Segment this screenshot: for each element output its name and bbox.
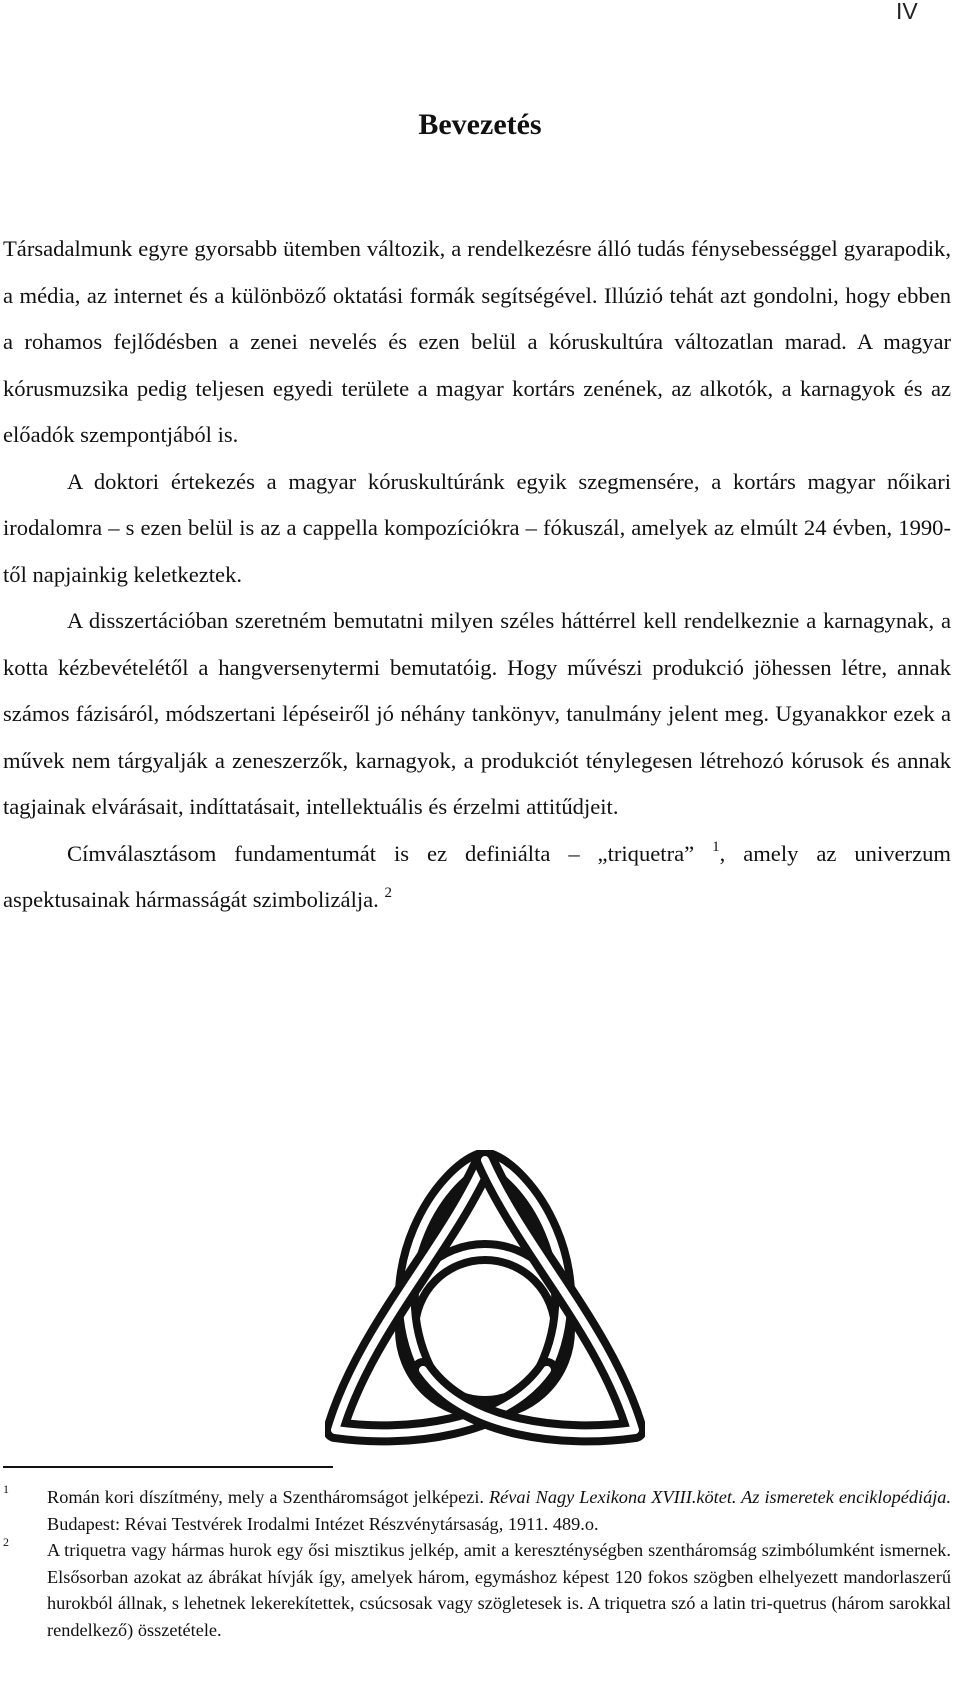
triquetra-icon bbox=[325, 1150, 645, 1450]
page-title: Bevezetés bbox=[418, 108, 542, 141]
footnote-ref-1[interactable]: 1 bbox=[712, 838, 720, 855]
paragraph-2: A doktori értekezés a magyar kóruskultúránk egyik szegmensére, a kortárs magyar nőikari irodalomra – s ezen belül is az a cappella kompozíciókra – fókuszál, amelyek az elmúlt 24 évben, 1990-től napjainkig keletkeztek. bbox=[3, 468, 951, 587]
footnote-mark-2: 2 bbox=[3, 1535, 9, 1550]
paragraph-4-text-a: Címválasztásom fundamentumát is ez definiálta – „triquetra” bbox=[67, 840, 695, 866]
footnote-1-source: Révai Nagy Lexikona XVIII.kötet. Az ismeretek enciklopédiája. bbox=[489, 1487, 952, 1507]
footnote-2 bbox=[3, 1537, 951, 1643]
footnote-1-text: Román kori díszítmény, mely a Szentháromságot jelképezi. bbox=[47, 1487, 484, 1507]
footnote-mark-1: 1 bbox=[3, 1482, 9, 1496]
paragraph-1: Társadalmunk egyre gyorsabb ütemben változik, a rendelkezésre álló tudás fénysebességgel gyarapodik, a média, az internet és a különböző oktatási formák segítségével. Illúzió tehát azt gondolni, hogy ebben a rohamos fejlődésben a zenei nevelés és ezen belül a kóruskultúra változatlan marad. A magyar kórusmuzsika pedig teljesen egyedi területe a magyar kortárs zenének, az alkotók, a karnagyok és az előadók szempontjából is. bbox=[3, 236, 951, 447]
footnote-1 bbox=[3, 1484, 951, 1537]
paragraph-4-text-b: , amely az univerzum aspektusainak hármasságát szimbolizálja. bbox=[3, 840, 951, 912]
paragraph-4 bbox=[3, 831, 951, 924]
footnote-1-publisher: Budapest: Révai Testvérek Irodalmi Intézet Részvénytársaság, 1911. 489.o. bbox=[47, 1513, 599, 1534]
footnote-2-text: A triquetra vagy hármas hurok egy ősi misztikus jelkép, amit a kereszténységben szentháromság szimbólumként ismernek. Elsősorban azokat az ábrákat hívják így, amelyek három, egymáshoz képest 120 fokos szögben elhelyezett mandorlaszerű hurokból állnak, s lehetnek lekerekítettek, csúcsosak vagy szögletesek is. A triquetra szó a latin tri-quetrus (három sarokkal rendelkező) összetétele. bbox=[47, 1540, 951, 1640]
footnotes bbox=[3, 1484, 951, 1644]
paragraph-3: A disszertációban szeretném bemutatni milyen széles háttérrel kell rendelkeznie a karnagynak, a kotta kézbevételétől a hangversenytermi bemutatóig. Hogy művészi produkció jöhessen létre, annak számos fázisáról, módszertani lépéseiről jó néhány tankönyv, tanulmány jelent meg. Ugyanakkor ezek a művek nem tárgyalják a zeneszerzők, karnagyok, a produkciót ténylegesen létrehozó kórusok és annak tagjainak elvárásait, indíttatásait, intellektuális és érzelmi attitűdjeit. bbox=[3, 608, 951, 819]
footnote-divider bbox=[3, 1466, 333, 1468]
body-text bbox=[3, 226, 951, 924]
page-number: IV bbox=[896, 0, 918, 24]
footnote-ref-2[interactable]: 2 bbox=[384, 885, 392, 901]
